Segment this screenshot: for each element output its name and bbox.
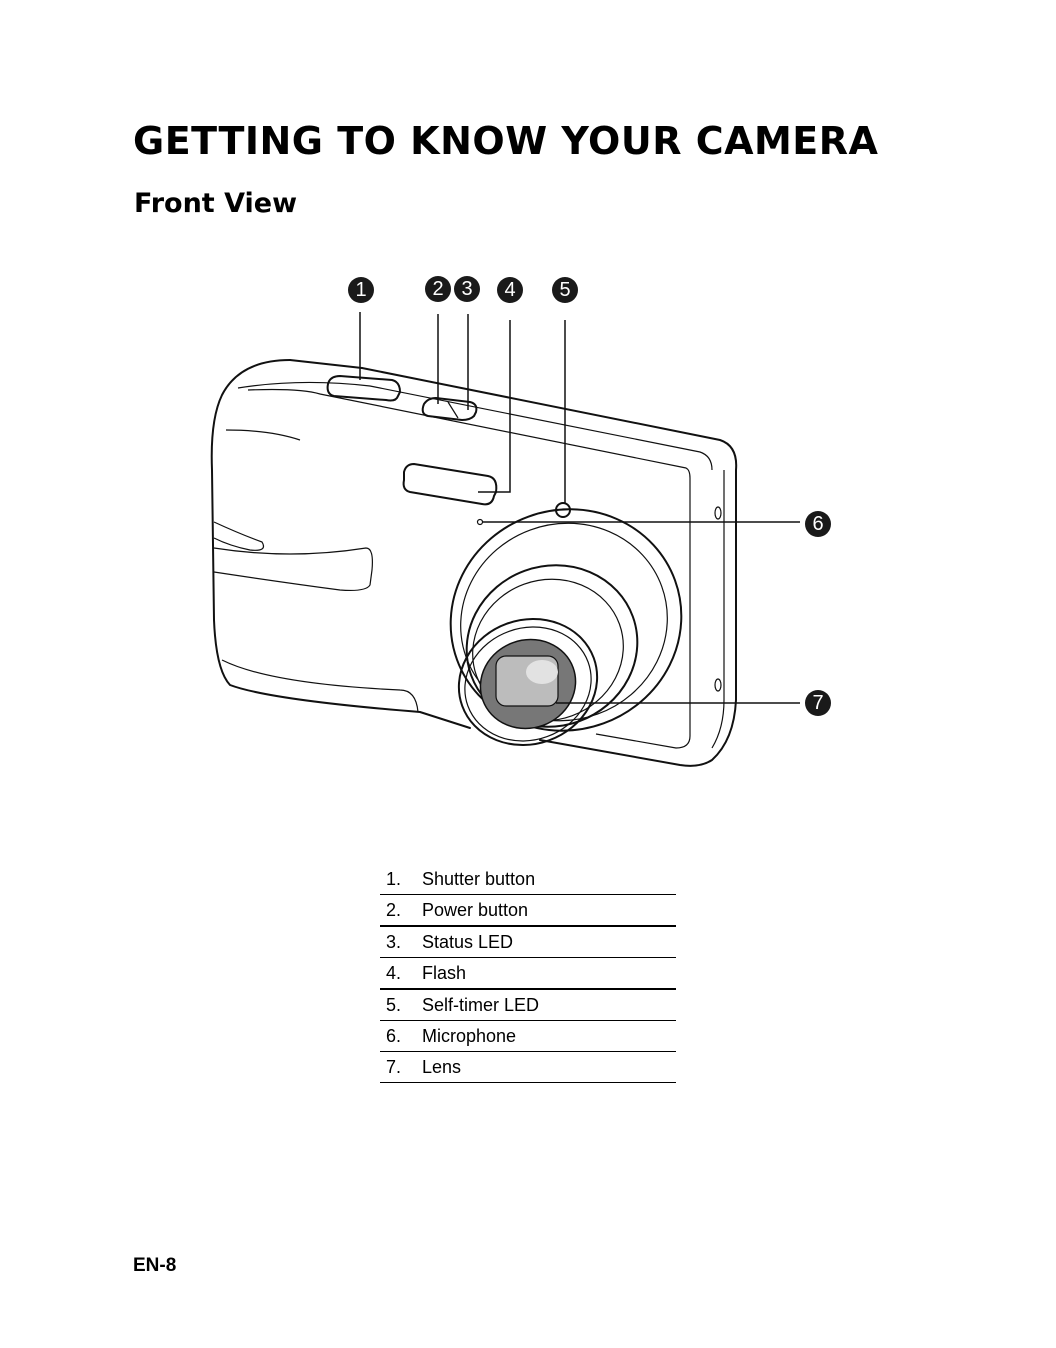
part-label: Flash bbox=[422, 962, 467, 983]
svg-text:6: 6 bbox=[812, 513, 824, 535]
part-number: 3. bbox=[386, 931, 402, 952]
callout-4 bbox=[497, 277, 523, 303]
microphone-illustration bbox=[478, 520, 483, 525]
callout-5 bbox=[552, 277, 578, 303]
svg-text:2: 2 bbox=[432, 278, 444, 300]
shutter-button-illustration bbox=[328, 376, 400, 401]
parts-list-table bbox=[380, 864, 676, 1083]
callout-6 bbox=[805, 511, 831, 537]
callout-3 bbox=[454, 276, 480, 302]
table-row bbox=[380, 926, 676, 958]
callout-1 bbox=[348, 277, 374, 303]
table-row bbox=[380, 895, 676, 927]
table-row bbox=[380, 989, 676, 1021]
section-title: Front View bbox=[134, 188, 298, 219]
part-label: Shutter button bbox=[422, 868, 536, 889]
part-number: 1. bbox=[386, 868, 402, 889]
part-label: Microphone bbox=[422, 1025, 517, 1046]
part-label: Power button bbox=[422, 899, 529, 920]
svg-text:3: 3 bbox=[461, 278, 473, 300]
part-label: Self-timer LED bbox=[422, 994, 540, 1015]
table-row bbox=[380, 958, 676, 990]
callout-2 bbox=[425, 276, 451, 302]
table-row bbox=[380, 1021, 676, 1052]
table-row bbox=[380, 1052, 676, 1083]
svg-text:1: 1 bbox=[355, 279, 367, 301]
part-number: 6. bbox=[386, 1025, 402, 1046]
table-row bbox=[380, 864, 676, 895]
camera-body bbox=[212, 360, 736, 766]
svg-text:7: 7 bbox=[812, 692, 824, 714]
part-number: 5. bbox=[386, 994, 402, 1015]
part-label: Status LED bbox=[422, 931, 514, 952]
part-number: 2. bbox=[386, 899, 402, 920]
flash-illustration bbox=[404, 464, 497, 504]
part-number: 7. bbox=[386, 1056, 402, 1077]
svg-text:5: 5 bbox=[559, 279, 571, 301]
callout-7 bbox=[805, 690, 831, 716]
lens-illustration bbox=[419, 477, 712, 764]
svg-text:4: 4 bbox=[504, 279, 516, 301]
page-title: GETTING TO KNOW YOUR CAMERA bbox=[133, 119, 879, 163]
part-label: Lens bbox=[422, 1056, 462, 1077]
part-number: 4. bbox=[386, 962, 402, 983]
page-number: EN-8 bbox=[133, 1255, 177, 1276]
leader-line-4 bbox=[478, 320, 510, 492]
